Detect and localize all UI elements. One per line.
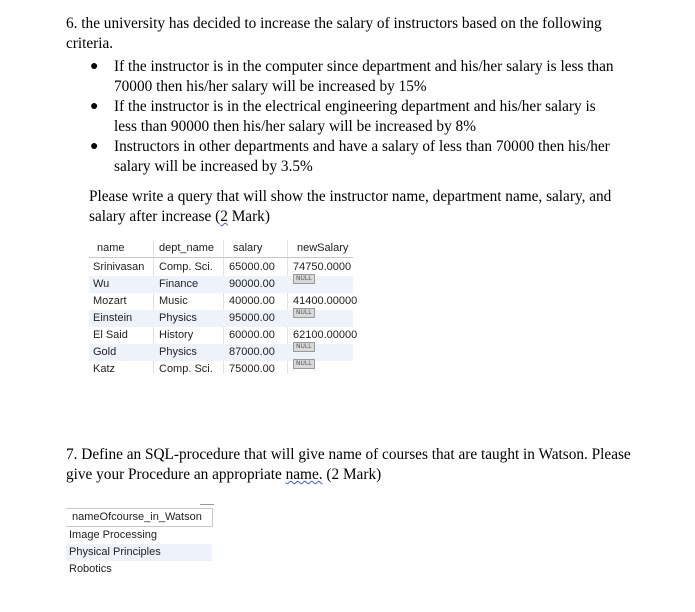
cell-salary: 87000.00 — [229, 346, 275, 358]
cell-salary: 75000.00 — [229, 363, 275, 375]
cell-salary: 60000.00 — [229, 329, 275, 341]
criteria-item — [90, 137, 620, 177]
result-table-courses — [66, 504, 214, 582]
instruction-text: Please write a query that will show the instructor name, department name, salary, and salary after increase ( — [89, 188, 612, 225]
question-6-instruction — [89, 187, 629, 227]
table-row — [89, 361, 353, 378]
cell-course: Robotics — [69, 563, 112, 575]
cell-name: Gold — [93, 346, 117, 358]
null-badge: NULL — [293, 359, 315, 369]
instruction-text-end: Mark) — [227, 208, 270, 225]
cell-name: Mozart — [93, 295, 127, 307]
cell-name: Wu — [93, 278, 110, 290]
column-header-name: name — [97, 242, 125, 254]
criteria-list — [90, 57, 620, 177]
result-table-salary — [89, 238, 358, 378]
table-top-edge — [200, 504, 214, 505]
cell-dept: Finance — [159, 278, 199, 290]
table-row — [66, 527, 212, 544]
table-header-row — [89, 240, 353, 258]
cell-newsalary: 41400.00000 — [293, 295, 358, 307]
null-badge: NULL — [293, 342, 315, 352]
cell-salary: 40000.00 — [229, 295, 275, 307]
spellcheck-mark: 2 — [220, 208, 228, 225]
cell-salary: 95000.00 — [229, 312, 275, 324]
criteria-text: If the instructor is in the computer since department and his/her salary is less than 70000 then his/her salary will be increased by 15% — [114, 58, 614, 95]
criteria-item — [90, 97, 620, 137]
question-7-body: 7. Define an SQL-procedure that will give name of courses that are taught in Watson. Please give your Procedure an appropriate — [66, 446, 631, 483]
criteria-item — [90, 57, 620, 97]
cell-course: Image Processing — [69, 529, 158, 541]
bullet-icon: ● — [90, 59, 99, 74]
cell-name: El Said — [93, 329, 128, 341]
bullet-icon: ● — [90, 99, 99, 114]
cell-dept: Physics — [159, 346, 197, 358]
table-row — [66, 561, 212, 578]
null-badge: NULL — [293, 274, 315, 284]
cell-name: Katz — [93, 363, 116, 375]
column-header-dept: dept_name — [159, 242, 215, 254]
criteria-text: If the instructor is in the electrical engineering department and his/her salary is less than 90000 then his/her salary will be increased by 8% — [114, 98, 596, 135]
column-header-course: nameOfcourse_in_Watson — [72, 511, 202, 523]
null-badge: NULL — [293, 308, 315, 318]
cell-dept: Comp. Sci. — [159, 261, 213, 273]
column-header-salary: salary — [233, 242, 263, 254]
cell-dept: Physics — [159, 312, 197, 324]
table-row — [89, 310, 353, 327]
cell-name: Srinivasan — [93, 261, 145, 273]
question-7-mark: (2 Mark) — [322, 466, 382, 483]
cell-dept: History — [159, 329, 194, 341]
column-header-newsalary: newSalary — [297, 242, 349, 254]
cell-course: Physical Principles — [69, 546, 161, 558]
question-6-title: 6. the university has decided to increase the salary of instructors based on the following criteria. — [66, 15, 602, 52]
cell-newsalary: 74750.0000 — [293, 261, 352, 273]
spellcheck-mark: name. — [285, 466, 323, 483]
cell-salary: 65000.00 — [229, 261, 275, 273]
cell-name: Einstein — [93, 312, 133, 324]
table-row — [66, 544, 212, 561]
cell-salary: 90000.00 — [229, 278, 275, 290]
question-7-text — [66, 445, 646, 485]
table-header-row — [66, 508, 213, 527]
cell-dept: Comp. Sci. — [159, 363, 213, 375]
criteria-text: Instructors in other departments and have a salary of less than 70000 then his/her salary will be increased by 3.5% — [114, 138, 610, 175]
cell-dept: Music — [159, 295, 188, 307]
bullet-icon: ● — [90, 139, 99, 154]
cell-newsalary: 62100.00000 — [293, 329, 358, 341]
table-row — [89, 276, 353, 293]
